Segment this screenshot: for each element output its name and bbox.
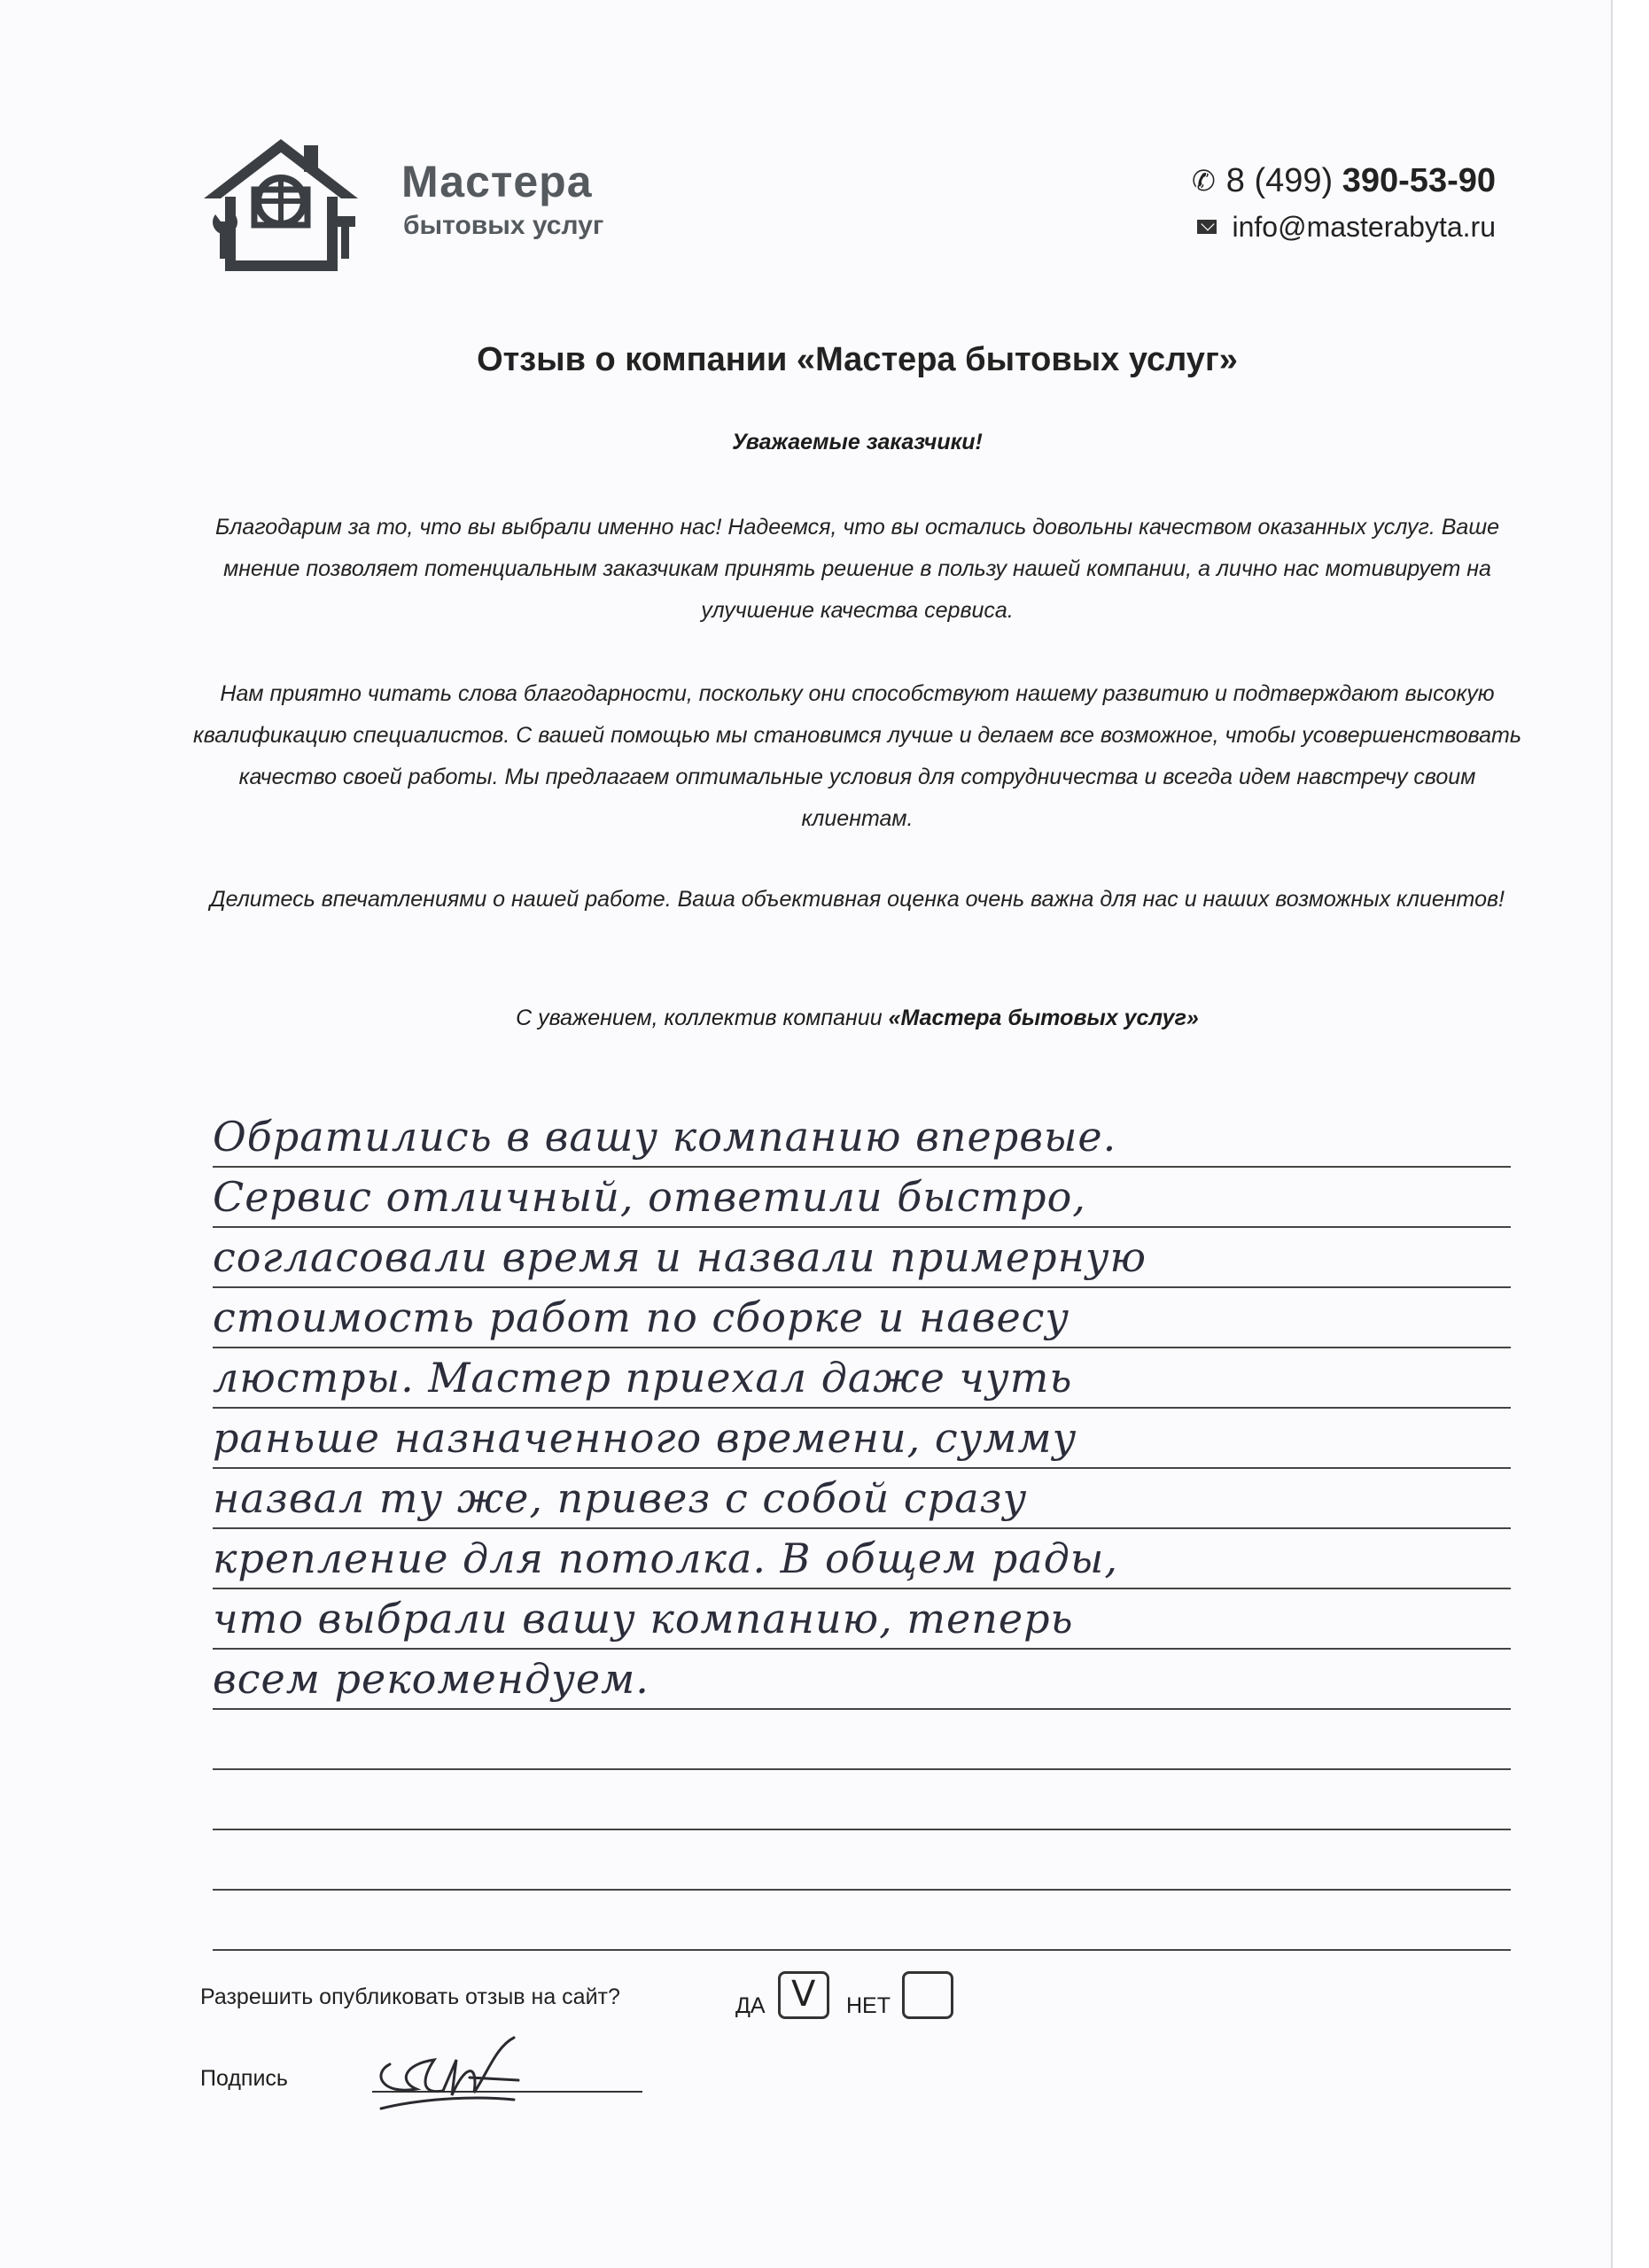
yes-checkbox[interactable] xyxy=(778,1971,829,2019)
review-line xyxy=(213,1348,1511,1409)
publish-question: Разрешить опубликовать отзыв на сайт? xyxy=(200,1984,620,2009)
signature-scribble xyxy=(363,2011,541,2126)
company-logo xyxy=(199,135,616,272)
greeting: Уважаемые заказчики! xyxy=(732,430,983,454)
email-address: info@masterabyta.ru xyxy=(1232,210,1496,243)
phone-row[interactable] xyxy=(1192,158,1496,204)
review-line-empty xyxy=(213,1770,1511,1830)
email-row[interactable] xyxy=(1192,204,1496,250)
review-text: раньше назначенного времени, сумму xyxy=(213,1414,1077,1462)
review-line xyxy=(213,1228,1511,1288)
review-line xyxy=(213,1168,1511,1228)
review-line-empty xyxy=(213,1891,1511,1951)
signature-label: Подпись xyxy=(200,2066,288,2091)
yes-label: ДА xyxy=(735,1993,766,2018)
review-line xyxy=(213,1650,1511,1710)
no-checkbox[interactable] xyxy=(902,1971,953,2019)
review-line-empty xyxy=(213,1830,1511,1891)
closing-line xyxy=(0,1006,1649,1031)
phone-prefix: 8 (499) xyxy=(1225,161,1334,199)
logo-title: Мастера xyxy=(401,157,593,206)
review-text: назвал ту же, привез с собой сразу xyxy=(213,1474,1028,1522)
review-text: Обратились в вашу компанию впервые. xyxy=(213,1113,1117,1161)
handwritten-review xyxy=(213,1107,1511,1951)
review-line xyxy=(213,1469,1511,1529)
closing-company: «Мастера бытовых услуг» xyxy=(888,1006,1199,1030)
paragraph-share: Делитесь впечатлениями о нашей работе. Ваша объективная оценка очень важна для нас и наших возможных клиентов! xyxy=(210,887,1505,912)
review-text: всем рекомендуем. xyxy=(213,1655,649,1703)
phone-icon: ✆ xyxy=(1191,165,1216,197)
closing-prefix: С уважением, коллектив компании xyxy=(516,1006,883,1030)
paragraph-development: Нам приятно читать слова благодарности, поскольку они способствуют нашему развитию и подтверждают высокую квалификацию специалистов. С вашей помощью мы становимся лучше и делаем все возможное, чтобы усовершенствовать качество своей работы. Мы предлагаем оптимальные условия для сотрудничества и всегда идем навстречу своим клиентам. xyxy=(192,681,1522,831)
no-label: НЕТ xyxy=(846,1993,891,2018)
review-text: согласовали время и назвали примерную xyxy=(213,1233,1147,1281)
document-title: Отзыв о компании «Мастера бытовых услуг» xyxy=(477,341,1238,378)
review-text: что выбрали вашу компанию, теперь xyxy=(213,1595,1074,1643)
logo-subtitle: бытовых услуг xyxy=(403,211,604,240)
check-mark-icon: V xyxy=(791,1974,816,2015)
review-line xyxy=(213,1288,1511,1348)
phone-number: 390-53-90 xyxy=(1342,161,1496,199)
house-tools-icon xyxy=(199,135,363,272)
review-text: стоимость работ по сборке и навесу xyxy=(213,1293,1070,1341)
paragraph-gratitude: Благодарим за то, что вы выбрали именно нас! Надеемся, что вы остались довольны качеством оказанных услуг. Ваше мнение позволяет потенциальным заказчикам принять решение в пользу нашей компании, а лично нас мотивирует на улучшение качества сервиса. xyxy=(214,515,1499,623)
contacts-block xyxy=(1192,158,1496,250)
review-line xyxy=(213,1589,1511,1650)
envelope-icon xyxy=(1197,220,1217,234)
review-text: люстры. Мастер приехал даже чуть xyxy=(213,1354,1073,1402)
review-line xyxy=(213,1409,1511,1469)
review-line xyxy=(213,1529,1511,1589)
review-text: крепление для потолка. В общем рады, xyxy=(213,1534,1118,1582)
review-text: Сервис отличный, ответили быстро, xyxy=(213,1173,1086,1221)
review-line-empty xyxy=(213,1710,1511,1770)
review-line xyxy=(213,1107,1511,1168)
